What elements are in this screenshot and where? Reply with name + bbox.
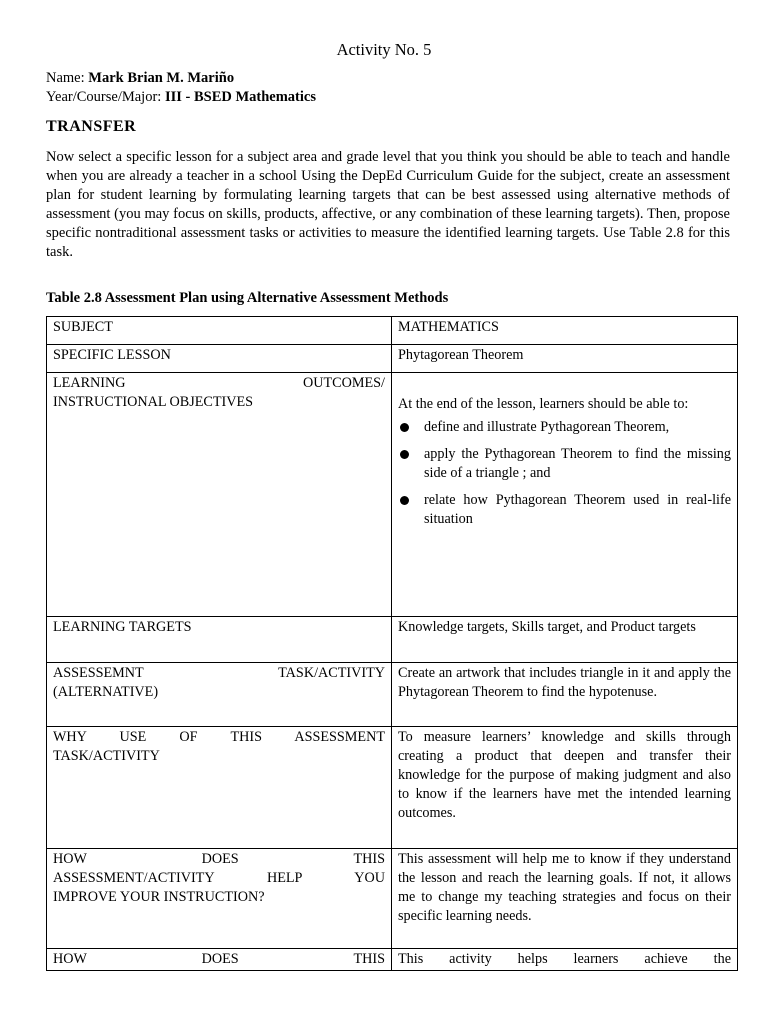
list-item: apply the Pythagorean Theorem to find the missing side of a triangle ; and <box>398 445 731 483</box>
targets-value: Knowledge targets, Skills target, and Product targets <box>392 617 738 663</box>
improve-label <box>47 849 392 949</box>
major-label: Year/Course/Major: <box>46 89 162 105</box>
lesson-label: SPECIFIC LESSON <box>47 345 392 373</box>
outcomes-label-line-1: LEARNING OUTCOMES/ <box>53 375 385 391</box>
outcomes-list <box>398 418 731 529</box>
improve-value: This assessment will help me to know if they understand the lesson and reach the learning goals. If not, it allows me to change my teaching strategies and focus on their specific learning needs. <box>392 849 738 949</box>
task-label <box>47 663 392 727</box>
last-label <box>47 949 392 971</box>
table-row <box>47 727 738 849</box>
table-row <box>47 617 738 663</box>
name-label: Name: <box>46 70 85 86</box>
outcomes-label <box>47 373 392 617</box>
name-line <box>46 69 234 88</box>
instructions-paragraph: Now select a specific lesson for a subject area and grade level that you think you should be able to teach and handle when you are already a teacher in a school Using the DepEd Curriculum Guide for the subject, create an assessment plan for student learning by formulating learning targets that can be best assessed using alternative methods of assessment (you may focus on skills, products, affective, or any combination of these learning targets). Then, propose specific nontraditional assessment tasks or activities to measure the identified learning targets. Use Table 2.8 for this task. <box>46 149 730 260</box>
improve-label-line-3: IMPROVE YOUR INSTRUCTION? <box>53 889 265 905</box>
outcomes-label-line-2: INSTRUCTIONAL OBJECTIVES <box>53 394 254 410</box>
list-item: relate how Pythagorean Theorem used in real-life situation <box>398 491 731 529</box>
why-label-line-2: TASK/ACTIVITY <box>53 748 160 764</box>
task-label-line-1: ASSESSEMNT TASK/ACTIVITY <box>53 665 385 681</box>
table-row <box>47 373 738 617</box>
task-value: Create an artwork that includes triangle in it and apply the Phytagorean Theorem to find the hypotenuse. <box>392 663 738 727</box>
year-course-major: III - BSED Mathematics <box>164 89 316 105</box>
student-name: Mark Brian M. Mariño <box>88 70 235 86</box>
activity-title: Activity No. 5 <box>336 40 432 59</box>
outcomes-value <box>392 373 738 617</box>
subject-label: SUBJECT <box>47 317 392 345</box>
task-label-line-2: (ALTERNATIVE) <box>53 684 159 700</box>
table-row <box>47 849 738 949</box>
lesson-value: Phytagorean Theorem <box>392 345 738 373</box>
improve-label-line-1: HOW DOES THIS <box>53 851 385 867</box>
table-caption: Table 2.8 Assessment Plan using Alternative Assessment Methods <box>46 290 449 306</box>
assessment-plan-table <box>46 316 738 971</box>
section-heading: TRANSFER <box>46 118 137 135</box>
table-row <box>47 663 738 727</box>
why-label-line-1: WHY USE OF THIS ASSESSMENT <box>53 729 385 745</box>
last-label-line-1: HOW DOES THIS <box>53 951 385 967</box>
table-row <box>47 949 738 971</box>
improve-label-line-2: ASSESSMENT/ACTIVITY HELP YOU <box>53 870 385 886</box>
major-line <box>46 88 316 107</box>
outcomes-intro: At the end of the lesson, learners should be able to: <box>398 396 689 412</box>
list-item: define and illustrate Pythagorean Theorem, <box>398 418 731 437</box>
table-row <box>47 345 738 373</box>
why-value: To measure learners’ knowledge and skills through creating a product that deepen and transfer their knowledge for the purpose of making judgment and also to know if the learners have met the intended learning outcomes. <box>392 727 738 849</box>
why-label <box>47 727 392 849</box>
last-value: This activity helps learners achieve the <box>392 949 738 971</box>
subject-value: MATHEMATICS <box>392 317 738 345</box>
table-row <box>47 317 738 345</box>
targets-label: LEARNING TARGETS <box>47 617 392 663</box>
